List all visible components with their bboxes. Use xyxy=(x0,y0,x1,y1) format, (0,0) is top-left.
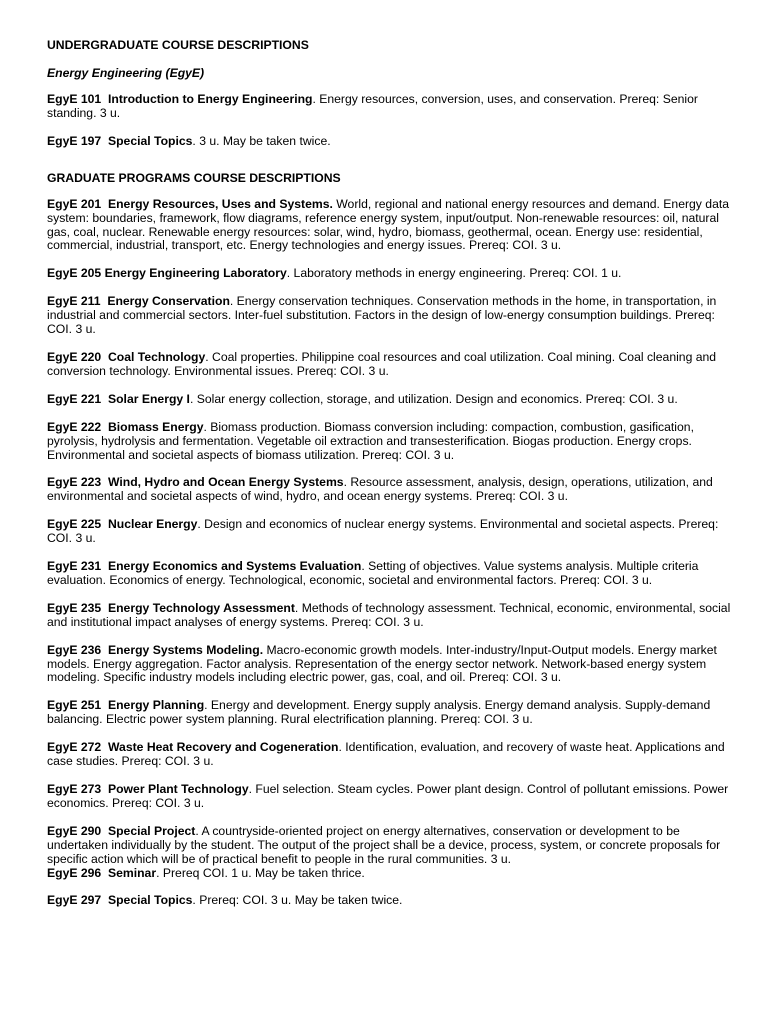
course-code: EgyE 297 xyxy=(47,893,102,908)
course-title: Energy Conservation xyxy=(107,294,230,309)
course-title: Special Topics xyxy=(107,893,193,908)
course-description: . Prereq COI. 1 u. May be taken thrice. xyxy=(156,865,365,880)
course-description: . 3 u. May be taken twice. xyxy=(192,133,331,148)
course-code: EgyE 273 xyxy=(47,782,102,796)
course-description: . Setting of objectives. Value systems analysis. Multiple criteria evaluation. Economics of energy. Technological, economic, societal and environmental factors. Prereq: COI. 3 u. xyxy=(47,559,699,587)
course-title: Seminar xyxy=(107,865,157,880)
course-title: Biomass Energy xyxy=(107,419,204,434)
course-title: Energy Systems Modeling. xyxy=(107,642,264,657)
course-title: Waste Heat Recovery and Cogeneration xyxy=(107,740,339,755)
course-title: Nuclear Energy xyxy=(107,517,198,532)
course-description: . Resource assessment, analysis, design, operations, utilization, and environmental and societal aspects of wind, hydro, and ocean energy systems. Prereq: COI. 3 u. xyxy=(47,475,713,504)
course-description: . Biomass production. Biomass conversion including: compaction, combustion, gasification, pyrolysis, hydrolysis and fermentation. Vegetable oil extraction and transesterification. Biogas production. Energy crops. Environmental and societal aspects of biomass utilization. Prereq: COI. 3 u. xyxy=(47,419,694,462)
course-entry xyxy=(47,295,737,337)
course-entry xyxy=(47,741,737,769)
course-code: EgyE 290 xyxy=(47,823,102,838)
course-code: EgyE 235 xyxy=(47,600,102,615)
course-code: EgyE 272 xyxy=(47,740,102,755)
course-description: . Energy resources, conversion, uses, and conservation. Prereq: Senior standing. 3 u. xyxy=(47,92,698,120)
course-title: Energy Economics and Systems Evaluation xyxy=(107,559,362,574)
course-description: . Energy conservation techniques. Conservation methods in the home, in transportation, in industrial and commercial sectors. Inter-fuel substitution. Factors in the design of low-energy consumption buildings. Prereq: COI. 3 u. xyxy=(47,294,717,337)
course-code: EgyE 201 xyxy=(47,196,102,211)
graduate-heading: GRADUATE PROGRAMS COURSE DESCRIPTIONS xyxy=(47,170,341,185)
course-entry xyxy=(47,783,737,811)
course-code: EgyE 205 xyxy=(47,266,102,281)
course-description: . Fuel selection. Steam cycles. Power plant design. Control of pollutant emissions. Power economics. Prereq: COI. 3 u. xyxy=(47,782,729,810)
course-code: EgyE 220 xyxy=(47,349,102,364)
course-entry xyxy=(47,421,737,463)
course-title: Solar Energy I xyxy=(107,391,190,406)
program-heading: Energy Engineering (EgyE) xyxy=(47,66,205,80)
course-title: Energy Resources, Uses and Systems. xyxy=(107,196,333,211)
course-entry xyxy=(47,198,737,254)
course-title: Power Plant Technology xyxy=(107,782,249,796)
course-entry xyxy=(47,476,737,504)
course-entry xyxy=(47,267,737,281)
course-description: . A countryside-oriented project on energy alternatives, conservation or development to be undertaken individually by the student. The output of the project shall be a device, process, system, or concrete proposals for specific action which will be of practical benefit to people in the rural communities. 3 u. xyxy=(47,823,721,866)
course-entry xyxy=(47,560,737,588)
course-description: . Design and economics of nuclear energy systems. Environmental and societal aspects. Prereq: COI. 3 u. xyxy=(47,517,719,546)
course-entry xyxy=(47,393,737,407)
course-entry xyxy=(47,351,737,379)
course-code: EgyE 197 xyxy=(47,133,102,148)
course-code: EgyE 223 xyxy=(47,475,102,490)
course-entry xyxy=(47,135,737,149)
course-title: Energy Technology Assessment xyxy=(107,600,295,615)
course-description: . Identification, evaluation, and recovery of waste heat. Applications and case studies. Prereq: COI. 3 u. xyxy=(47,740,725,769)
course-code: EgyE 251 xyxy=(47,698,102,713)
course-code: EgyE 231 xyxy=(47,559,102,574)
course-title: Energy Engineering Laboratory xyxy=(104,266,287,281)
course-description: . Prereq: COI. 3 u. May be taken twice. xyxy=(192,893,403,908)
course-code: EgyE 211 xyxy=(47,294,101,309)
course-entry xyxy=(47,644,737,686)
course-entry xyxy=(47,602,737,630)
course-entry xyxy=(47,825,737,867)
course-title: Energy Planning xyxy=(107,698,205,713)
course-title: Wind, Hydro and Ocean Energy Systems xyxy=(107,475,344,490)
course-description: Macro-economic growth models. Inter-industry/Input-Output models. Energy market models. Energy aggregation. Factor analysis. Representation of the energy sector network. Network-based energy system modeling. Specific industry models including electric power, gas, coal, and oil. Prereq: COI. 3 u. xyxy=(47,642,717,685)
course-description: . Methods of technology assessment. Technical, economic, environmental, social and institutional impact analyses of energy systems. Prereq: COI. 3 u. xyxy=(47,600,731,629)
course-title: Coal Technology xyxy=(107,349,206,364)
course-code: EgyE 222 xyxy=(47,419,102,434)
course-description: . Energy and development. Energy supply analysis. Energy demand analysis. Supply-demand balancing. Electric power system planning. Rural electrification planning. Prereq: COI. 3 u. xyxy=(47,698,711,727)
course-entry xyxy=(47,518,737,546)
course-description: . Laboratory methods in energy engineering. Prereq: COI. 1 u. xyxy=(286,266,622,281)
course-entry xyxy=(47,894,737,908)
course-code: EgyE 221 xyxy=(47,391,102,406)
course-description: World, regional and national energy resources and demand. Energy data system: boundaries, framework, flow diagrams, reference energy system, input/output. Non-renewable resources: oil, natural gas, coal, nuclear. Renewable energy resources: solar, wind, hydro, biomass, geothermal, ocean. Energy use: residential, commercial, industrial, transport, etc. Energy technologies and energy issues. Prereq: COI. 3 u. xyxy=(47,196,730,253)
course-code: EgyE 296 xyxy=(47,865,102,880)
course-entry xyxy=(47,867,737,881)
course-entry xyxy=(47,93,737,121)
undergrad-heading: UNDERGRADUATE COURSE DESCRIPTIONS xyxy=(47,38,309,52)
course-title: Special Project xyxy=(107,823,196,838)
course-description: . Coal properties. Philippine coal resources and coal utilization. Coal mining. Coal cleaning and conversion technology. Environmental issues. Prereq: COI. 3 u. xyxy=(47,349,717,378)
course-code: EgyE 236 xyxy=(47,642,102,657)
course-entry xyxy=(47,699,737,727)
course-title: Special Topics xyxy=(107,133,193,148)
document-page xyxy=(47,38,737,908)
course-code: EgyE 225 xyxy=(47,517,102,532)
course-title: Introduction to Energy Engineering xyxy=(107,92,313,106)
course-code: EgyE 101 xyxy=(47,92,102,106)
course-description: . Solar energy collection, storage, and utilization. Design and economics. Prereq: COI. 3 u. xyxy=(189,391,678,406)
